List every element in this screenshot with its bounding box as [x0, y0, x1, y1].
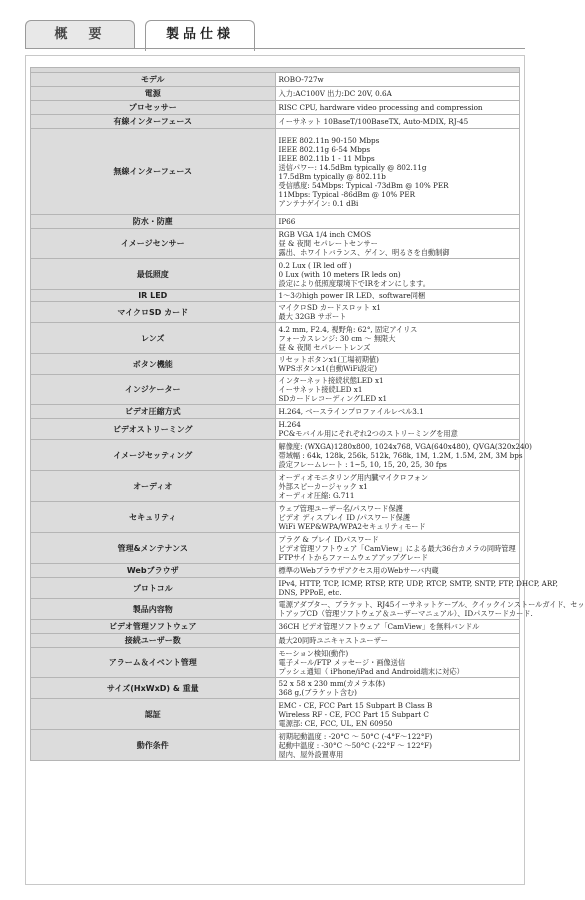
spec-value-line: 368 g,(ブラケット含む) [278, 688, 357, 697]
spec-row [31, 101, 520, 115]
spec-value-line: 解像度: (WXGA)1280x800, 1024x768, VGA(640x480), QVGA(320x240) [278, 441, 532, 451]
spec-label: 製品内容物 [31, 599, 276, 620]
spec-value-line: IP66 [278, 217, 296, 226]
spec-label: IR LED [31, 290, 276, 302]
spec-label: ビデオ圧縮方式 [31, 405, 276, 419]
spec-label: セキュリティ [31, 502, 276, 533]
spec-value-line: IEEE 802.11b 1 - 11 Mbps [278, 153, 375, 163]
spec-value [275, 564, 520, 578]
spec-value-line: 4.2 mm, F2.4, 視野角: 62°, 固定アイリス [278, 324, 418, 334]
spec-label: 無線インターフェース [31, 129, 276, 215]
spec-value [275, 229, 520, 259]
spec-value [275, 440, 532, 471]
tab-underline [25, 48, 525, 49]
spec-value-line: 初期起動温度 : -20°C 〜 50°C (-4°F〜122°F) [278, 731, 433, 741]
spec-value [275, 259, 520, 290]
spec-value [275, 471, 520, 502]
spec-row [31, 302, 520, 323]
spec-row [31, 290, 520, 302]
spec-value-line: WiFi WEP&WPA/WPA2セキュリティモード [278, 521, 426, 531]
spec-value-line: 最大 32GB サポート [278, 312, 347, 321]
spec-label: 最低照度 [31, 259, 276, 290]
spec-value-line: IEEE 802.11n 90-150 Mbps [278, 135, 380, 145]
spec-value [275, 101, 520, 115]
spec-value [275, 648, 520, 678]
spec-value-line: インターネット接続状態LED x1 [278, 376, 384, 385]
spec-value-line: 屋内、屋外設置専用 [278, 749, 344, 759]
spec-value [275, 620, 520, 634]
spec-value [275, 533, 520, 564]
spec-value-line: 昼 & 夜間 セパレートセンサー [278, 239, 378, 248]
spec-label: 認証 [31, 699, 276, 730]
spec-value-line: IEEE 802.11g 6-54 Mbps [278, 144, 371, 154]
spec-row [31, 73, 520, 87]
spec-row [31, 354, 520, 375]
spec-value-line: 外部スピーカージャック x1 [278, 481, 368, 491]
spec-value-line: IPv4, HTTP, TCP, ICMP, RTSP, RTP, UDP, RTCP, SMTP, SNTP, FTP, DHCP, ARP, [278, 579, 558, 588]
spec-label: サイズ(HxWxD) & 重量 [31, 678, 276, 699]
spec-value-line: ビデオ ディスプレイ ID /パスワード保護 [278, 512, 411, 522]
spec-value-line: リセットボタンx1(工場初期値) [278, 355, 379, 364]
spec-row [31, 115, 520, 129]
spec-value-line: RGB VGA 1/4 inch CMOS [278, 230, 372, 239]
spec-value-line: 起動中温度 : -30°C 〜50°C (-22°F 〜 122°F) [278, 740, 432, 750]
spec-row [31, 578, 520, 599]
spec-value-line: FTPサイトからファームウェアアップグレード [278, 552, 429, 562]
spec-value [275, 578, 558, 599]
spec-value [275, 699, 520, 730]
spec-value-line: SDカードレコーディングLED x1 [278, 394, 388, 403]
spec-value-line: PC&モバイル用にそれぞれ2つのストリーミングを用意 [278, 429, 458, 438]
spec-label: 管理&メンテナンス [31, 533, 276, 564]
spec-label: マイクロSD カード [31, 302, 276, 323]
spec-label: プロトコル [31, 578, 276, 599]
spec-value-line: ROBO-727w [278, 75, 324, 84]
spec-value-line: H.264, ベースラインプロファイルレベル3.1 [278, 407, 424, 416]
spec-value [275, 215, 520, 229]
spec-label: 防水・防塵 [31, 215, 276, 229]
spec-value [275, 405, 520, 419]
spec-value-line: フォーカスレンジ: 30 cm 〜 無限大 [278, 333, 396, 343]
spec-row [31, 259, 520, 290]
spec-row [31, 564, 520, 578]
spec-row [31, 229, 520, 259]
spec-row [31, 730, 520, 761]
spec-value-line: 0.2 Lux ( IR led off ) [278, 260, 352, 270]
spec-value-line: アンテナゲイン: 0.1 dBi [278, 198, 359, 208]
spec-value [275, 599, 585, 620]
spec-value-line: EMC - CE, FCC Part 15 Subpart B Class B [278, 700, 433, 710]
spec-value-line: 最大20同時ユニキャストユーザー [278, 636, 388, 645]
spec-label: プロセッサー [31, 101, 276, 115]
spec-value-line: 電源アダプター、ブラケット、RJ45イーサネットケーブル、クイックインストールガイド、セッ [278, 600, 585, 609]
spec-label: イメージセッティング [31, 440, 276, 471]
spec-value-line: 露出、ホワイトバランス、ゲイン、明るさを自動制御 [278, 248, 450, 257]
spec-row [31, 215, 520, 229]
spec-value-line: RISC CPU, hardware video processing and compression [278, 103, 483, 112]
spec-value-line: 36CH ビデオ管理ソフトウェア「CamView」を無料バンドル [278, 622, 480, 631]
spec-value-line: ビデオ管理ソフトウェア「CamView」による最大36台カメラの同時管理 [278, 543, 516, 553]
spec-row [31, 87, 520, 101]
spec-value [275, 502, 520, 533]
spec-row [31, 678, 520, 699]
spec-label: 有線インターフェース [31, 115, 276, 129]
spec-value [275, 302, 520, 323]
spec-label: アラーム＆イベント管理 [31, 648, 276, 678]
spec-value-line: 送信パワー: 14.5dBm typically @ 802.11g [278, 162, 427, 172]
spec-value-line: イーサネット接続LED x1 [278, 385, 363, 394]
spec-row [31, 648, 520, 678]
spec-value-line: WPSボタンx1(自動WiFi設定) [278, 364, 378, 373]
spec-value-line: 11Mbps: Typical -86dBm @ 10% PER [278, 189, 416, 199]
spec-row [31, 129, 520, 215]
spec-label: ボタン機能 [31, 354, 276, 375]
spec-value-line: 標準のWebブラウザアクセス用のWebサーバ内蔵 [278, 566, 439, 575]
spec-value-line: 電子メール/FTP メッセージ・画像送信 [278, 658, 406, 667]
spec-value-line: 帯域幅 : 64k, 128k, 256k, 512k, 768k, 1M, 1.2M, 1.5M, 2M, 3M bps [278, 450, 523, 460]
spec-value [275, 73, 520, 87]
spec-value-line: 設定により低照度環境下でIRをオンにします。 [278, 278, 430, 288]
spec-row [31, 375, 520, 405]
spec-value [275, 115, 520, 129]
spec-value-line: オーディオ圧縮: G.711 [278, 490, 355, 500]
spec-label: ビデオ管理ソフトウェア [31, 620, 276, 634]
spec-value [275, 323, 520, 354]
spec-row [31, 440, 520, 471]
spec-row [31, 533, 520, 564]
spec-value [275, 290, 520, 302]
spec-value-line: トアップCD（管理ソフトウェア＆ユーザーマニュアル）、IDパスワードカード. [278, 609, 533, 618]
spec-value-line: モーション検知(動作) [278, 649, 349, 658]
tab-bar [25, 20, 525, 48]
spec-value-line: ウェブ管理ユーザー名/パスワード保護 [278, 503, 403, 513]
spec-label: ビデオストリーミング [31, 419, 276, 440]
spec-row [31, 323, 520, 354]
spec-row [31, 634, 520, 648]
spec-value-line: 入力:AC100V 出力:DC 20V, 0.6A [278, 89, 392, 98]
spec-row [31, 405, 520, 419]
spec-value-line: プラグ & プレイ IDパスワード [278, 534, 379, 544]
spec-value-line: Wireless RF - CE, FCC Part 15 Subpart C [278, 709, 429, 719]
spec-label: 動作条件 [31, 730, 276, 761]
spec-value [275, 419, 520, 440]
spec-row [31, 471, 520, 502]
spec-value [275, 375, 520, 405]
spec-label: イメージセンサー [31, 229, 276, 259]
spec-value-line: H.264 [278, 420, 301, 429]
spec-label: モデル [31, 73, 276, 87]
spec-row [31, 502, 520, 533]
spec-value-line: マイクロSD カードスロット x1 [278, 303, 381, 312]
spec-value-line: 52 x 58 x 230 mm(カメラ本体) [278, 679, 386, 688]
tab-overview[interactable]: 概 要 [25, 20, 135, 49]
spec-label: レンズ [31, 323, 276, 354]
spec-label: Webブラウザ [31, 564, 276, 578]
spec-value-line: オーディオモニタリング用内臓マイクロフォン [278, 472, 429, 482]
spec-value [275, 129, 520, 215]
spec-row [31, 599, 520, 620]
spec-value-line: DNS, PPPoE, etc. [278, 588, 342, 597]
spec-label: 電源 [31, 87, 276, 101]
spec-row [31, 620, 520, 634]
spec-value-line: 電源部: CE, FCC, UL, EN 60950 [278, 718, 393, 728]
spec-row [31, 419, 520, 440]
spec-value [275, 678, 520, 699]
spec-table [30, 67, 585, 761]
spec-label: オーディオ [31, 471, 276, 502]
spec-value-line: 1〜3のhigh power IR LED、software同梱 [278, 291, 426, 300]
spec-value-line: 設定フレームレート : 1~5, 10, 15, 20, 25, 30 fps [278, 459, 447, 469]
spec-value [275, 87, 520, 101]
spec-value-line: 受信感度: 54Mbps: Typical -73dBm @ 10% PER [278, 180, 449, 190]
spec-value-line: 0 Lux (with 10 meters IR leds on) [278, 269, 401, 279]
spec-value-line: イーサネット 10BaseT/100BaseTX, Auto-MDIX, RJ-45 [278, 117, 469, 126]
spec-value-line: 17.5dBm typically @ 802.11b [278, 171, 386, 181]
spec-label: インジケーター [31, 375, 276, 405]
spec-value-line: プッシュ通知（ iPhone/iPad and Android端末に対応） [278, 667, 464, 676]
spec-value [275, 634, 520, 648]
spec-label: 接続ユーザー数 [31, 634, 276, 648]
spec-row [31, 699, 520, 730]
tab-spec[interactable]: 製品仕様 [145, 20, 255, 51]
spec-value [275, 730, 520, 761]
spec-value [275, 354, 520, 375]
spec-value-line: 昼 & 夜間 セパレートレンズ [278, 342, 371, 352]
